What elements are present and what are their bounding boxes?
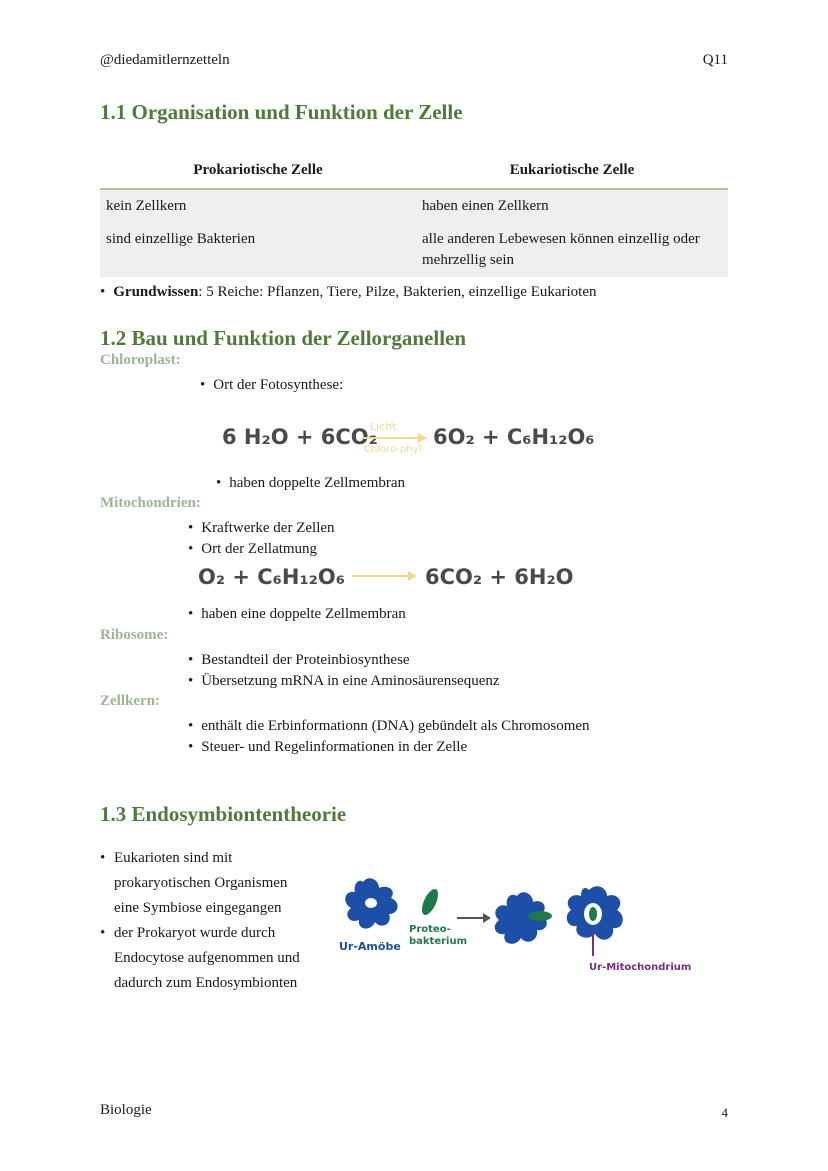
zellkern-item-1: • enthält die Erbinformationn (DNA) gebündelt als Chromosomen [188,716,590,737]
mitochondrien-label: Mitochondrien: [100,495,201,511]
mitochondrien-item-1: • Kraftwerke der Zellen [188,518,335,539]
section-3-title: 1.3 Endosymbiontentheorie [100,802,347,826]
drawing-arrow-head [483,913,491,923]
table-cell: kein Zellkern [100,189,416,223]
chloroplast-label: Chloroplast: [100,352,181,368]
label-proteobakterium-line: bakterium [409,936,468,947]
table-row [100,189,728,223]
section-2-title: 1.2 Bau und Funktion der Zellorganellen [100,326,467,350]
table-header-eukaryotic: Eukariotische Zelle [416,152,728,189]
arrow-head [418,433,427,443]
table-cell: sind einzellige Bakterien [100,223,416,277]
arrow-label-chlorophyl: Chloro-phyl [364,444,422,455]
photosynthesis-equation-right: 6O₂ + C₆H₁₂O₆ [433,425,595,449]
mitochondrien-item-2: • Ort der Zellatmung [188,539,317,560]
zellkern-label: Zellkern: [100,693,160,709]
label-ur-mitochondrium: Ur-Mitochondrium [589,962,692,973]
footer-left: Biologie [100,1102,152,1118]
list-item: • Eukarioten sind mit prokaryotischen Organismen eine Symbiose eingegangen [100,846,310,921]
chloroplast-item-1: • Ort der Fotosynthese: [200,375,343,396]
grundwissen-label: Grundwissen [113,284,199,300]
zellkern-item-2: • Steuer- und Regelinformationen in der Zelle [188,737,467,758]
amoeba-nucleus-icon [365,898,377,908]
mitochondrien-item-3: • haben eine doppelte Zellmembran [188,604,406,625]
table-header-prokaryotic: Prokariotische Zelle [100,152,416,189]
header-right: Q11 [702,52,728,68]
list-item: • der Prokaryot wurde durch Endocytose aufgenommen und dadurch zum Endosymbionten [100,921,310,996]
mitochondrium-icon [589,907,597,921]
label-proteobakterium-line: Proteo- [409,924,451,935]
ribosome-item-2: • Übersetzung mRNA in eine Aminosäurensequenz [188,671,500,692]
ribosome-label: Ribosome: [100,627,169,643]
endosymbiont-drawing [335,870,705,980]
respiration-equation-right: 6CO₂ + 6H₂O [425,565,574,589]
chloroplast-item-2: • haben doppelte Zellmembran [216,473,405,494]
engulfed-bacterium-icon [528,911,552,921]
table-cell: haben einen Zellkern [416,189,728,223]
section-1-title: 1.1 Organisation und Funktion der Zelle [100,100,463,124]
photosynthesis-equation-left: 6 H₂O + 6CO₂ [222,425,378,449]
endosymbiont-list [100,846,310,996]
label-ur-amoebe: Ur-Amöbe [339,940,401,953]
respiration-equation-left: O₂ + C₆H₁₂O₆ [198,565,345,589]
respiration-arrow [350,566,420,586]
header-left: @diedamitlernzetteln [100,52,230,68]
table-cell: alle anderen Lebewesen können einzellig oder mehrzellig sein [416,223,728,277]
photosynthesis-arrow [360,418,430,468]
ribosome-item-1: • Bestandteil der Proteinbiosynthese [188,650,410,671]
proteobacterium-icon [419,887,442,917]
arrow-label-licht: Licht [370,420,397,433]
label-proteobakterium [409,924,467,947]
grundwissen-note [100,282,597,303]
table-row [100,223,728,277]
arrow-head [408,571,417,581]
page-number: 4 [721,1105,728,1120]
grundwissen-text: : 5 Reiche: Pflanzen, Tiere, Pilze, Bakterien, einzellige Eukarioten [198,284,597,300]
cell-comparison-table [100,152,728,277]
